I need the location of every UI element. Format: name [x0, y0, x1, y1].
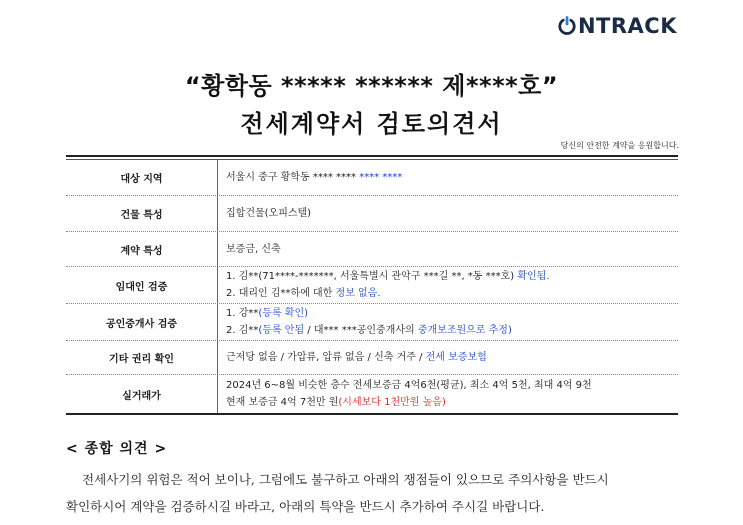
value-text: 서울시 중구 황학동 **** **** [226, 172, 360, 183]
brand-logo [557, 14, 677, 38]
row-value [218, 375, 678, 413]
row-value [218, 196, 678, 231]
document-title-line2: 전세계약서 검토의견서 [240, 110, 503, 138]
value-text: 1. 강** [226, 308, 259, 319]
row-label: 기타 권리 확인 [66, 341, 218, 374]
table-row [66, 232, 678, 267]
table-row [66, 196, 678, 232]
row-label: 공인중개사 검증 [66, 304, 218, 340]
row-value [218, 232, 678, 266]
value-text: 2. 대리인 김**하에 대한 [226, 288, 336, 299]
table-row [66, 375, 678, 413]
value-line [226, 349, 678, 366]
tagline: 당신의 안전한 계약을 응원합니다. [560, 141, 679, 150]
value-line [226, 205, 678, 222]
row-label: 임대인 검증 [66, 267, 218, 303]
value-text: 근저당 없음 / 가압류, 압류 없음 / 신축 거주 / [226, 352, 426, 363]
value-text: 현재 보증금 4억 7천만 원 [226, 397, 339, 408]
row-value [218, 267, 678, 303]
value-line [226, 305, 678, 322]
value-line [226, 169, 678, 186]
highlighted-text: 중개보조원으로 추정) [417, 325, 512, 336]
row-value [218, 304, 678, 340]
row-value [218, 160, 678, 195]
highlighted-text: 전세 보증보험 [425, 352, 487, 363]
table-row [66, 304, 678, 341]
highlighted-text: 확인됨. [517, 271, 550, 282]
value-text: 1. 김**(71****-*******, 서울특별시 관악구 ***길 **, *동 ***호) [226, 271, 518, 282]
o-power-icon [557, 16, 577, 36]
paragraph-line: 전세사기의 위험은 적어 보이나, 그럼에도 불구하고 아래의 쟁점들이 있으므로 주의사항을 반드시 [82, 472, 609, 487]
section-title: < 종합 의견 > [66, 441, 168, 457]
brand-name: NTRACK [577, 14, 677, 38]
value-line [226, 394, 678, 411]
highlighted-text: 정보 없음. [335, 288, 381, 299]
value-line [226, 377, 678, 394]
highlighted-text: **** **** [359, 172, 403, 183]
row-label: 계약 특성 [66, 232, 218, 266]
value-line [226, 285, 678, 302]
highlighted-text: (등록 확인) [258, 308, 309, 319]
value-line [226, 241, 678, 258]
row-label: 대상 지역 [66, 160, 218, 195]
paragraph-line: 확인하시어 계약을 검증하시길 바라고, 아래의 특약을 반드시 추가하여 주시길 바랍니다. [66, 499, 545, 514]
value-line [226, 268, 678, 285]
value-text: 2. 김** [226, 325, 259, 336]
table-row [66, 159, 678, 196]
value-text: 2024년 6~8월 비슷한 층수 전세보증금 4억6천(평균), 최소 4억 5천, 최대 4억 9천 [226, 380, 592, 391]
review-table [66, 155, 678, 415]
row-value [218, 341, 678, 374]
table-row [66, 341, 678, 375]
summary-paragraph [66, 466, 696, 520]
highlighted-text: (시세보다 1천만원 높음) [338, 397, 446, 408]
table-row [66, 267, 678, 304]
row-label: 건물 특성 [66, 196, 218, 231]
value-text: 보증금, 신축 [226, 243, 281, 255]
value-text: 집합건물(오피스텔) [226, 208, 312, 219]
value-text: / 대*** ***공인중개사의 [304, 325, 418, 336]
value-line [226, 322, 678, 339]
document-title-line1: “황학동 ***** ****** 제****호” [184, 72, 559, 100]
row-label: 실거래가 [66, 375, 218, 413]
highlighted-text: (등록 안됨 [258, 325, 305, 336]
